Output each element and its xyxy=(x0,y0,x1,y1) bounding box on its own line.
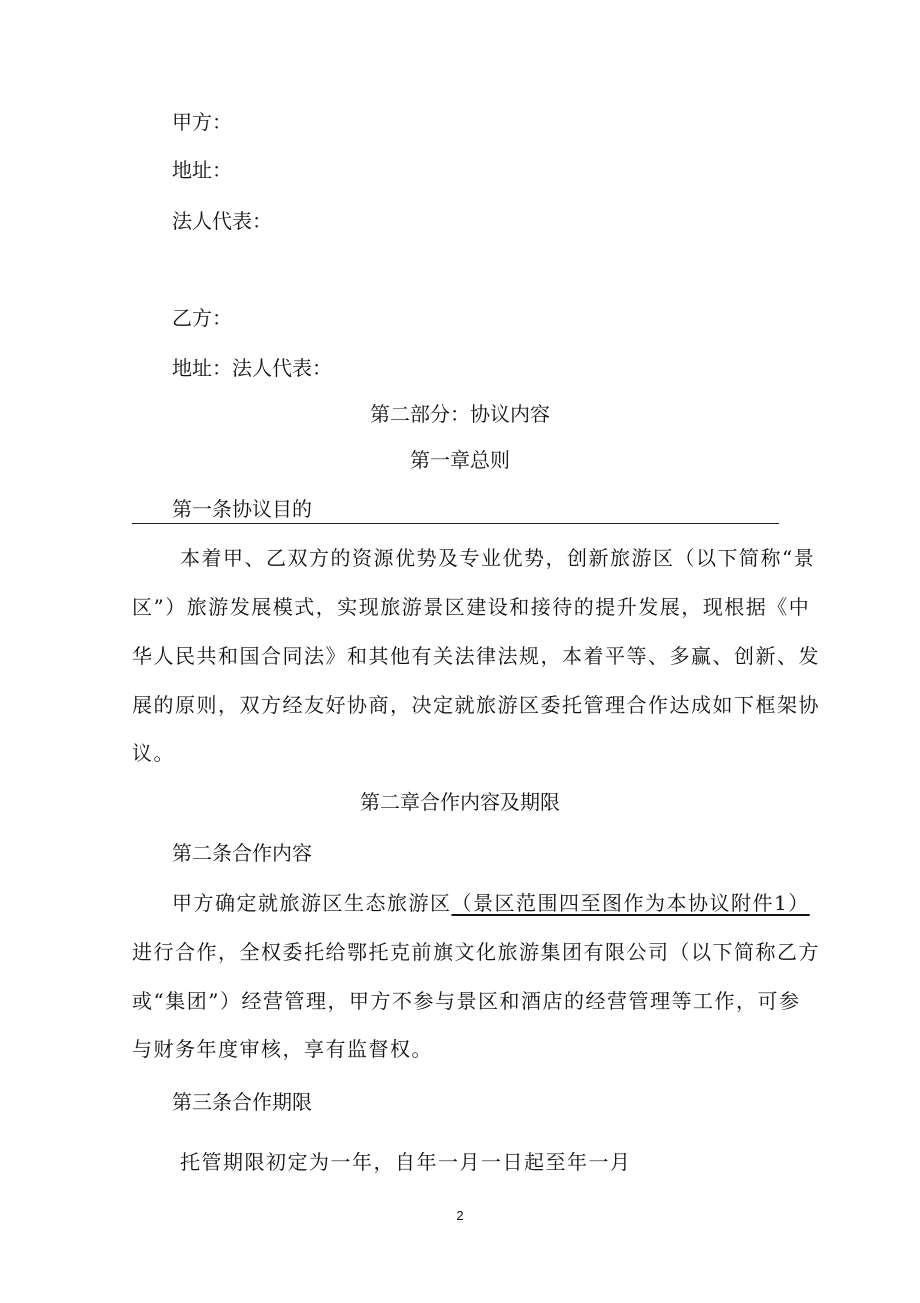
article3-line: 托管期限初定为一年，自年一月一日起至年一月 xyxy=(180,1150,632,1174)
paragraph-line: 本着甲、乙双方的资源优势及专业优势，创新旅游区（以下简称“景 xyxy=(180,546,816,570)
article2-first-line xyxy=(172,890,810,916)
paragraph-line: 议。 xyxy=(132,741,175,765)
party-a-address-label: 地址： xyxy=(172,158,232,182)
paragraph-line: 华人民共和国合同法》和其他有关法律法规，本着平等、多赢、创新、发 xyxy=(132,644,820,668)
paragraph-line: 进行合作，全权委托给鄂托克前旗文化旅游集团有限公司（以下简称乙方 xyxy=(132,940,820,964)
article3-title: 第三条合作期限 xyxy=(172,1090,312,1114)
article1-title: 第一条协议目的 xyxy=(172,497,312,521)
page-number: 2 xyxy=(456,1208,464,1223)
chapter2-title: 第二章合作内容及期限 xyxy=(360,790,560,814)
part-heading: 第二部分：协议内容 xyxy=(370,402,550,426)
paragraph-line: 与财务年度审核，享有监督权。 xyxy=(132,1037,433,1061)
paragraph-line: 区”）旅游发展模式，实现旅游景区建设和接待的提升发展，现根据《中 xyxy=(132,595,811,619)
annex-reference: （景区范围四至图作为本协议附件1） xyxy=(451,891,810,915)
paragraph-line: 展的原则，双方经友好协商，决定就旅游区委托管理合作达成如下框架协 xyxy=(132,693,820,717)
party-b-label: 乙方： xyxy=(172,306,232,330)
paragraph-line: 或“集团”）经营管理，甲方不参与景区和酒店的经营管理等工作，可参 xyxy=(132,989,801,1013)
chapter1-title: 第一章总则 xyxy=(410,448,510,472)
party-a-label: 甲方： xyxy=(172,110,232,134)
party-a-legal-rep-label: 法人代表： xyxy=(172,209,272,233)
article2-first-line-text: 甲方确定就旅游区生态旅游区 xyxy=(172,891,452,915)
header-rule xyxy=(132,523,779,524)
article2-title: 第二条合作内容 xyxy=(172,841,312,865)
party-b-address-rep-label: 地址：法人代表： xyxy=(172,356,332,380)
